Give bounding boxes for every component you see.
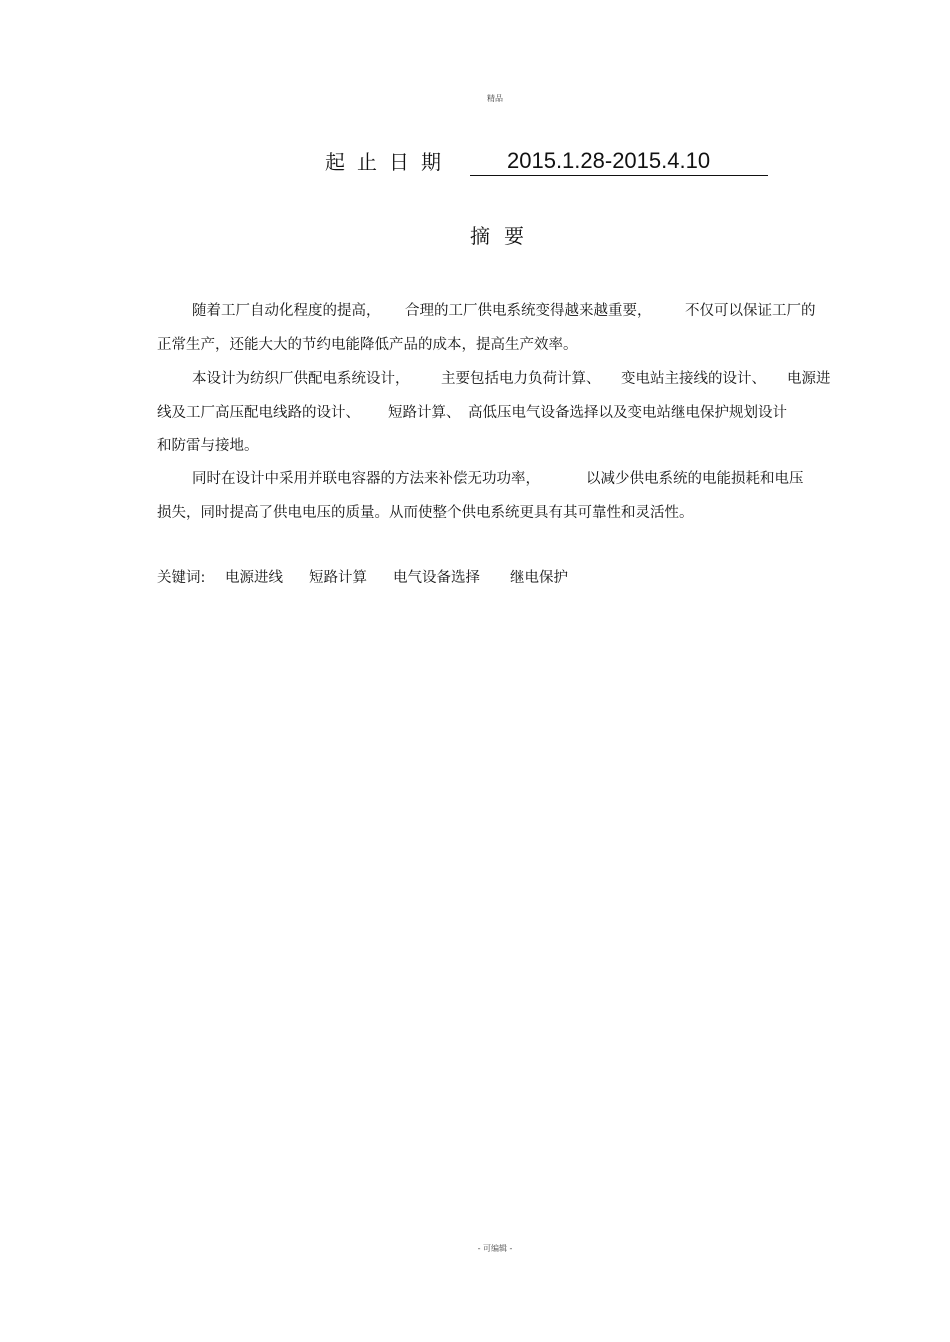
abstract-title: 摘要 [470,224,538,248]
abstract-text: 不仅可以保证工厂的 [685,303,816,319]
keyword: 继电保护 [510,570,568,586]
abstract-text: 本设计为纺织厂供配电系统设计， [192,371,410,387]
keyword: 电源进线 [225,570,283,586]
abstract-text: 短路计算、 [388,405,461,421]
abstract-text: 损失，同时提高了供电电压的质量。从而使整个供电系统更具有其可靠性和灵活性。 [157,505,694,521]
abstract-text: 和防雷与接地。 [157,438,259,454]
keyword: 短路计算 [309,570,367,586]
abstract-text: 随着工厂自动化程度的提高， [192,303,381,319]
abstract-text: 线及工厂高压配电线路的设计、 [157,405,360,421]
abstract-text: 以减少供电系统的电能损耗和电压 [586,471,804,487]
abstract-text: 同时在设计中采用并联电容器的方法来补偿无功功率， [192,471,540,487]
abstract-text: 高低压电气设备选择以及变电站继电保护规划设计 [468,405,787,421]
date-label: 起止日期 [325,150,453,174]
keywords-label: 关键词: [157,570,206,586]
header-watermark: 精品 [487,94,503,103]
abstract-text: 合理的工厂供电系统变得越来越重要， [405,303,652,319]
abstract-text: 正常生产，还能大大的节约电能降低产品的成本，提高生产效率。 [157,337,578,353]
keyword: 电气设备选择 [393,570,480,586]
abstract-text: 电源进 [787,371,831,387]
abstract-text: 主要包括电力负荷计算、 [441,371,601,387]
date-value: 2015.1.28-2015.4.10 [470,148,768,176]
footer-watermark: - 可编辑 - [477,1244,513,1253]
abstract-text: 变电站主接线的设计、 [621,371,766,387]
